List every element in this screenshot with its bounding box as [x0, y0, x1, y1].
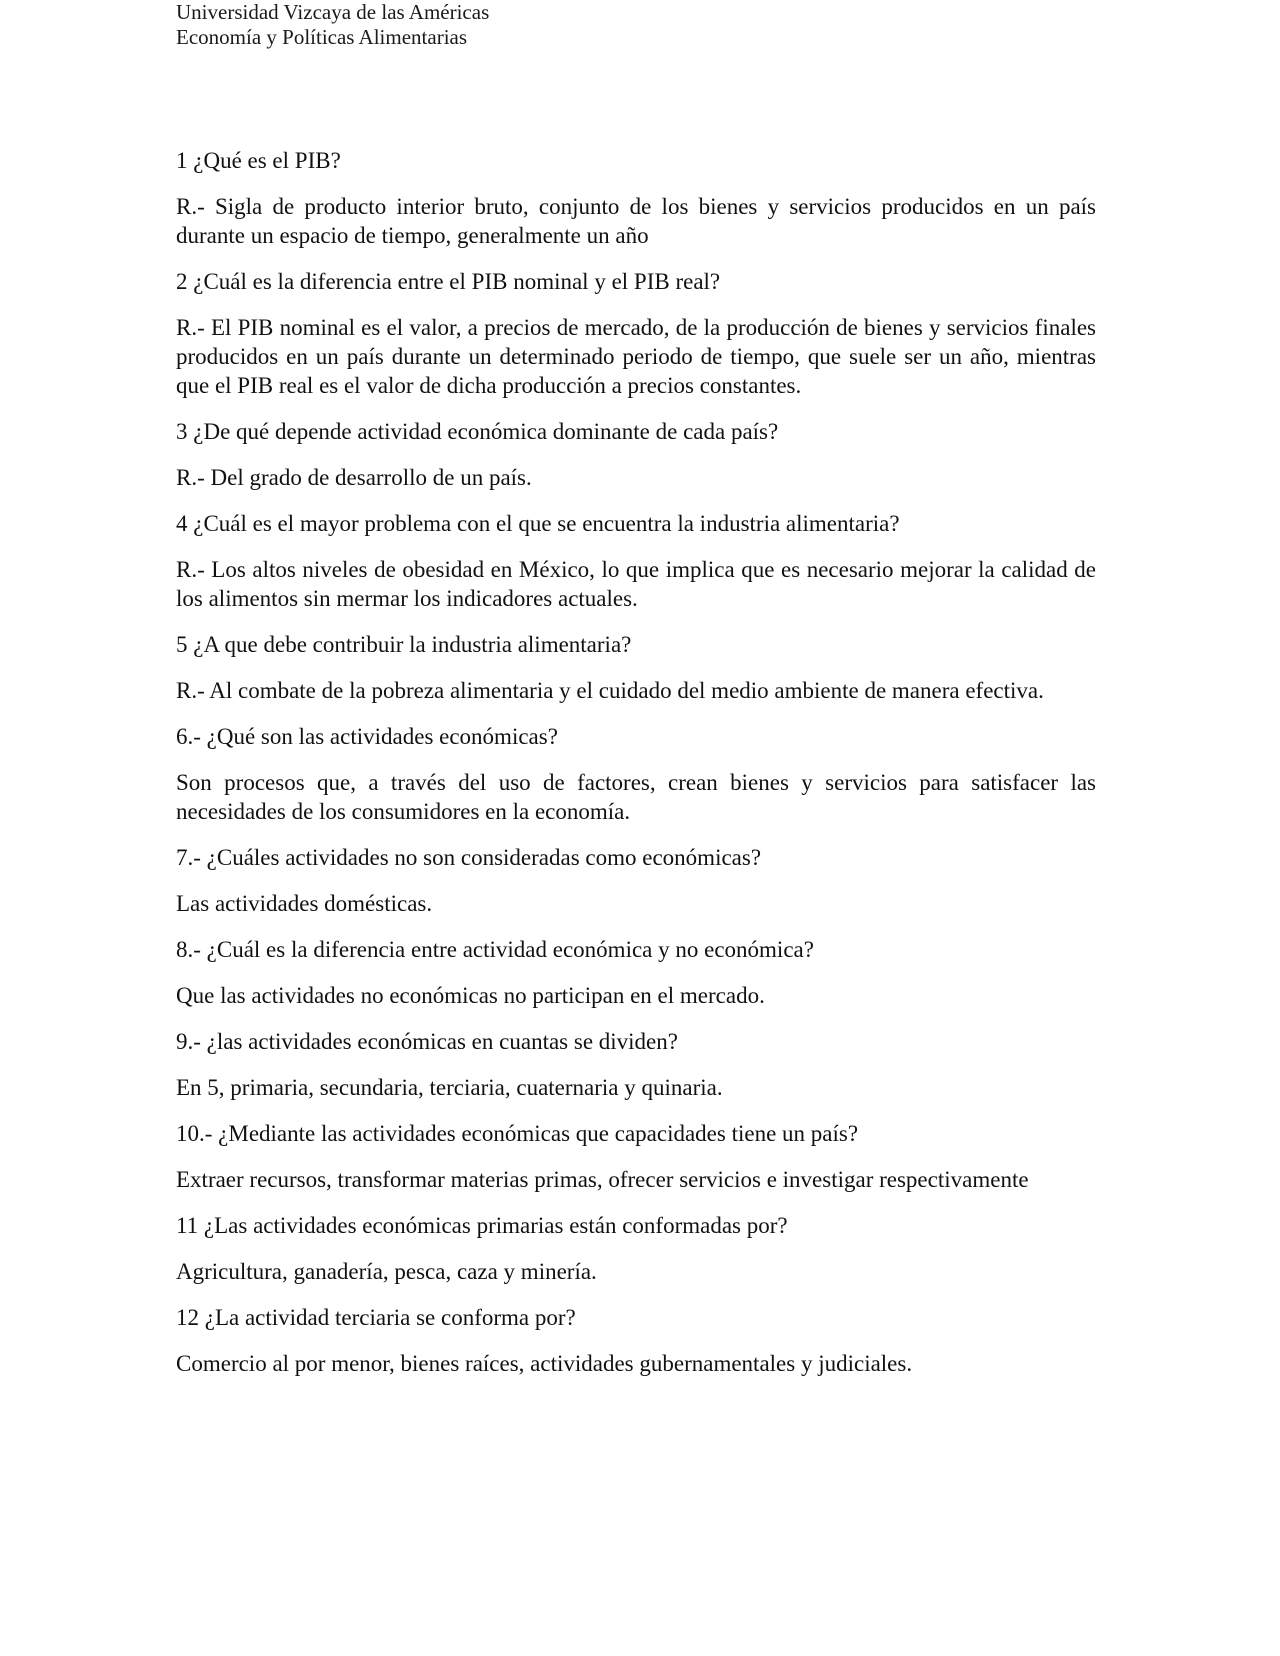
question-4: 4 ¿Cuál es el mayor problema con el que se encuentra la industria alimentaria?: [176, 511, 900, 536]
question-12: 12 ¿La actividad terciaria se conforma por?: [176, 1305, 576, 1330]
question-6: 6.- ¿Qué son las actividades económicas?: [176, 724, 558, 749]
document-page: [176, 0, 1096, 1395]
question-8: 8.- ¿Cuál es la diferencia entre actividad económica y no económica?: [176, 937, 814, 962]
question-1: 1 ¿Qué es el PIB?: [176, 148, 341, 173]
question-3: 3 ¿De qué depende actividad económica dominante de cada país?: [176, 419, 779, 444]
qa-list: [176, 146, 1096, 1378]
question-10: 10.- ¿Mediante las actividades económicas que capacidades tiene un país?: [176, 1121, 859, 1146]
question-11: 11 ¿Las actividades económicas primarias están conformadas por?: [176, 1213, 788, 1238]
answer-1: R.- Sigla de producto interior bruto, conjunto de los bienes y servicios producidos en un país durante un espacio de tiempo, generalmente un año: [176, 194, 1096, 248]
question-2: 2 ¿Cuál es la diferencia entre el PIB nominal y el PIB real?: [176, 269, 721, 294]
answer-6: Son procesos que, a través del uso de factores, crean bienes y servicios para satisfacer las necesidades de los consumidores en la economía.: [176, 770, 1096, 824]
answer-2: R.- El PIB nominal es el valor, a precios de mercado, de la producción de bienes y servicios finales producidos en un país durante un determinado periodo de tiempo, que suele ser un año, mientras que el PIB real es el valor de dicha producción a precios constantes.: [176, 315, 1096, 398]
question-5: 5 ¿A que debe contribuir la industria alimentaria?: [176, 632, 632, 657]
document-header: [176, 0, 1096, 50]
answer-11: Agricultura, ganadería, pesca, caza y minería.: [176, 1259, 597, 1284]
answer-7: Las actividades domésticas.: [176, 891, 433, 916]
university-name: Universidad Vizcaya de las Américas: [176, 0, 490, 24]
question-9: 9.- ¿las actividades económicas en cuantas se dividen?: [176, 1029, 678, 1054]
course-name: Economía y Políticas Alimentarias: [176, 25, 468, 49]
answer-10: Extraer recursos, transformar materias primas, ofrecer servicios e investigar respectivamente: [176, 1167, 1029, 1192]
answer-9: En 5, primaria, secundaria, terciaria, cuaternaria y quinaria.: [176, 1075, 723, 1100]
answer-12: Comercio al por menor, bienes raíces, actividades gubernamentales y judiciales.: [176, 1351, 913, 1376]
answer-4: R.- Los altos niveles de obesidad en México, lo que implica que es necesario mejorar la calidad de los alimentos sin mermar los indicadores actuales.: [176, 557, 1096, 611]
answer-3: R.- Del grado de desarrollo de un país.: [176, 465, 532, 490]
answer-8: Que las actividades no económicas no participan en el mercado.: [176, 983, 765, 1008]
answer-5: R.- Al combate de la pobreza alimentaria y el cuidado del medio ambiente de manera efectiva.: [176, 678, 1044, 703]
question-7: 7.- ¿Cuáles actividades no son consideradas como económicas?: [176, 845, 762, 870]
